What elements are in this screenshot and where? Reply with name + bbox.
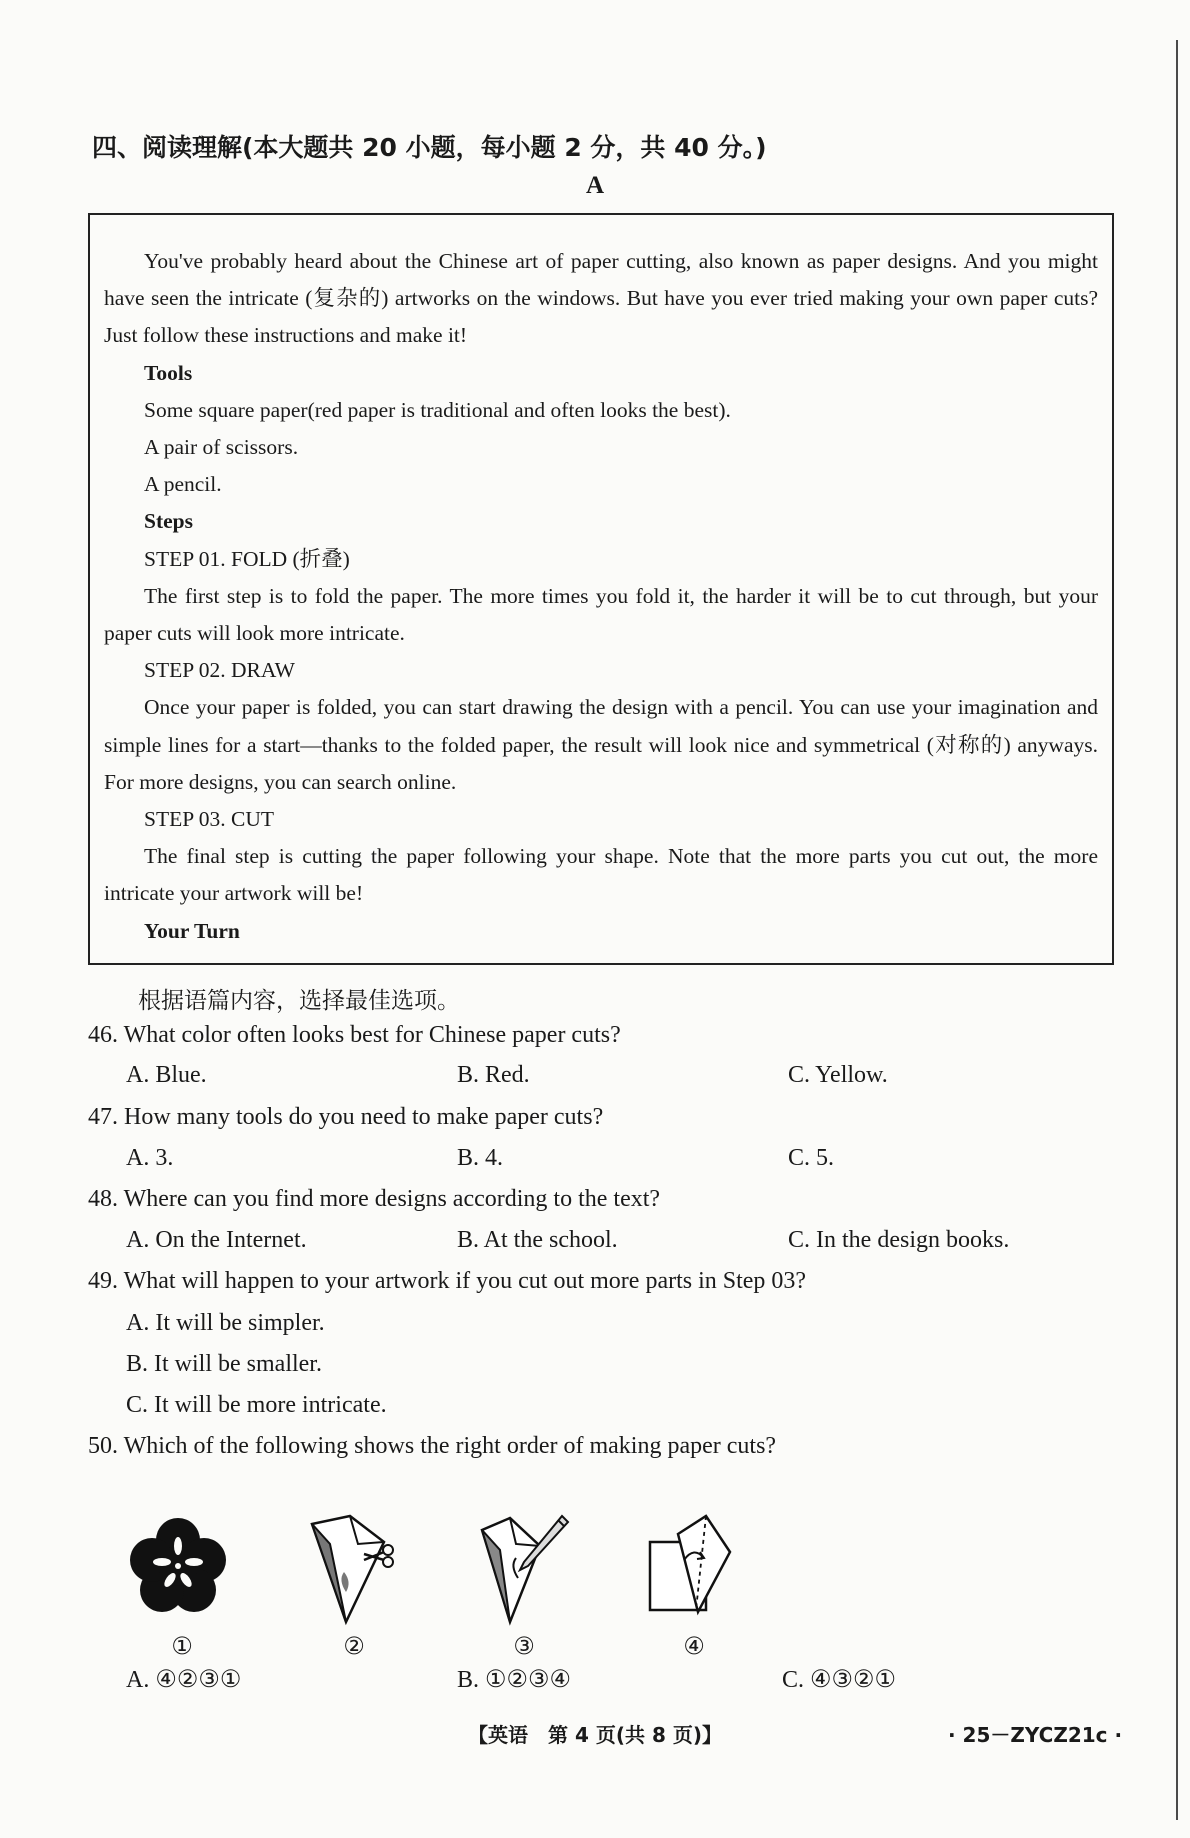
option-b: B. 4. <box>457 1145 504 1171</box>
figure-label-4: ④ <box>683 1632 705 1660</box>
option-b: B. ①②③④ <box>457 1667 572 1693</box>
steps-heading: Steps <box>144 509 193 534</box>
option-a: A. It will be simpler. <box>126 1310 325 1336</box>
step-text: The first step is to fold the paper. The more times you fold it, the harder it will be to cut through, but your paper cuts will look more intricate. <box>104 583 1098 646</box>
option-c: C. ④③②① <box>782 1667 897 1693</box>
option-a: A. Blue. <box>126 1062 207 1088</box>
figure-label-3: ③ <box>513 1632 535 1660</box>
paper-flower-icon <box>128 1510 228 1630</box>
option-b: B. Red. <box>457 1062 530 1088</box>
figure-label-1: ① <box>171 1632 193 1660</box>
option-a: A. On the Internet. <box>126 1227 307 1253</box>
step-title: STEP 01. FOLD (折叠) <box>144 546 350 571</box>
your-turn-heading: Your Turn <box>144 918 240 943</box>
tool-item: A pair of scissors. <box>144 435 299 460</box>
step-text: Once your paper is folded, you can start drawing the design with a pencil. You can use your imagination and simple lines for a start—thanks to the folded paper, the result will look nice and symmetrical (对称的) anyways. For more designs, you can search online. <box>104 695 1098 794</box>
tools-heading: Tools <box>144 360 193 385</box>
question-48: 48. Where can you find more designs according to the text? <box>88 1186 661 1212</box>
step-title: STEP 03. CUT <box>144 807 275 832</box>
step-text: The final step is cutting the paper following your shape. Note that the more parts you cut out, the more intricate your artwork will be! <box>104 844 1098 906</box>
page-edge-line <box>1176 40 1178 1820</box>
option-c: C. In the design books. <box>788 1227 1010 1253</box>
figure-label-2: ② <box>343 1632 365 1660</box>
option-b: B. At the school. <box>457 1227 618 1253</box>
page-code: · 25－ZYCZ21c · <box>948 1723 1123 1747</box>
question-instruction: 根据语篇内容，选择最佳选项。 <box>138 988 460 1014</box>
passage-box <box>88 213 1114 965</box>
folding-paper-icon <box>640 1510 740 1630</box>
passage-intro: You've probably heard about the Chinese art of paper cutting, also known as paper designs. And you might have seen the intricate (复杂的) artworks on the windows. But have you ever tried making your own paper cuts? Just follow these instructions and make it! <box>104 249 1098 348</box>
step-title: STEP 02. DRAW <box>144 658 295 683</box>
section-heading: 四、阅读理解(本大题共 20 小题，每小题 2 分，共 40 分。) <box>92 133 767 162</box>
page-footer: 【英语 第 4 页(共 8 页)】 <box>468 1723 722 1747</box>
cutting-folded-paper-icon <box>300 1510 400 1630</box>
option-a: A. 3. <box>126 1145 174 1171</box>
tool-item: A pencil. <box>144 472 222 497</box>
option-c: C. 5. <box>788 1145 835 1171</box>
question-49: 49. What will happen to your artwork if you cut out more parts in Step 03? <box>88 1268 807 1294</box>
option-b: B. It will be smaller. <box>126 1351 322 1377</box>
option-a: A. ④②③① <box>126 1667 242 1693</box>
question-50: 50. Which of the following shows the right order of making paper cuts? <box>88 1433 777 1459</box>
drawing-folded-paper-icon <box>470 1510 570 1630</box>
passage-letter: A <box>585 172 605 199</box>
question-46: 46. What color often looks best for Chinese paper cuts? <box>88 1022 621 1048</box>
question-47: 47. How many tools do you need to make paper cuts? <box>88 1104 604 1130</box>
tool-item: Some square paper(red paper is traditional and often looks the best). <box>144 397 731 422</box>
option-c: C. Yellow. <box>788 1062 888 1088</box>
option-c: C. It will be more intricate. <box>126 1392 387 1418</box>
